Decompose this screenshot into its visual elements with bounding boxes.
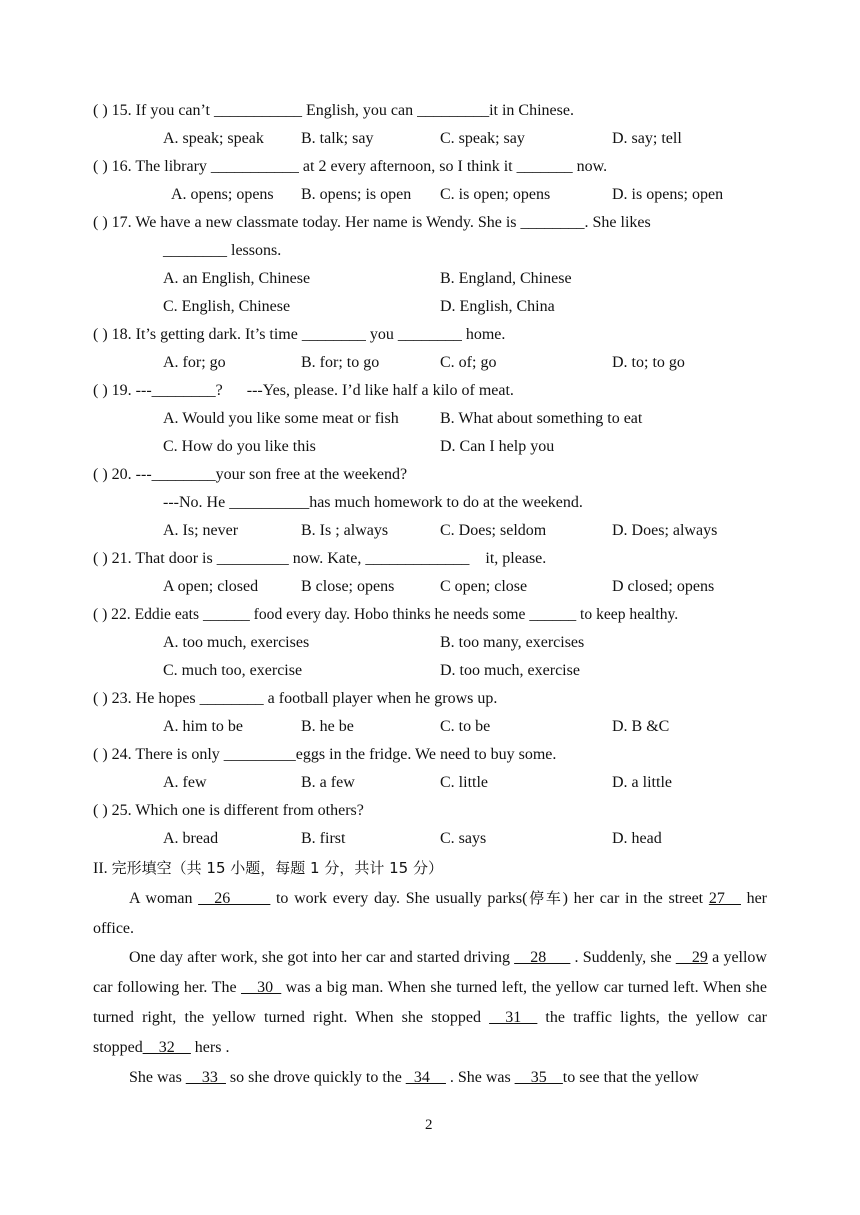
passage-paragraph-1: A woman __26_____ to work every day. She usually parks(停车) her car in the street 27__ her office. <box>93 889 767 937</box>
question-16-option-a: A. opens; opens <box>171 186 274 203</box>
question-18-option-b: B. for; to go <box>301 354 380 371</box>
question-25-stem: ( ) 25. Which one is different from others? <box>93 802 364 819</box>
blank-33: __33_ <box>185 1069 226 1086</box>
question-15-option-c: C. speak; say <box>440 130 525 147</box>
question-21-option-a: A open; closed <box>163 578 259 595</box>
question-25-option-b: B. first <box>301 830 346 847</box>
question-18-option-c: C. of; go <box>440 354 497 371</box>
question-19-option-a: A. Would you like some meat or fish <box>163 410 399 427</box>
question-17-option-b: B. England, Chinese <box>440 270 572 287</box>
page-number: 2 <box>425 1117 433 1133</box>
question-19-option-c: C. How do you like this <box>163 438 316 455</box>
question-21-stem: ( ) 21. That door is _________ now. Kate, _____________ it, please. <box>93 550 547 567</box>
question-21-option-d: D closed; opens <box>612 578 715 595</box>
question-23-option-d: D. B &C <box>612 718 670 735</box>
question-16-option-d: D. is opens; open <box>612 186 724 203</box>
question-20-option-d: D. Does; always <box>612 522 718 539</box>
blank-28: __28___ <box>514 949 571 966</box>
blank-34: _34__ <box>405 1069 446 1086</box>
question-19-stem: ( ) 19. ---________? ---Yes, please. I’d like half a kilo of meat. <box>93 382 514 399</box>
question-18-option-a: A. for; go <box>163 354 226 371</box>
question-25-option-d: D. head <box>612 830 662 847</box>
passage-paragraph-2: One day after work, she got into her car and started driving __28___ . Suddenly, she __29 a yellow car following her. The __30_ was a big man. When she turned left, the yellow car turned left. When she turned right, the yellow turned right. When she stopped __31__ the traffic lights, the yellow car stopped__32__ hers . <box>93 949 767 1056</box>
question-24-option-d: D. a little <box>612 774 672 791</box>
question-16-stem: ( ) 16. The library ___________ at 2 every afternoon, so I think it _______ now. <box>93 158 608 175</box>
question-20-option-a: A. Is; never <box>163 522 239 539</box>
blank-31: __31__ <box>489 1009 538 1026</box>
section-title: 完形填空（共 15 小题，每题 1 分，共计 15 分） <box>111 859 443 877</box>
blank-26: __26_____ <box>198 890 271 907</box>
question-24-option-c: C. little <box>440 774 488 791</box>
blank-29: __29 <box>675 949 708 966</box>
question-20-option-c: C. Does; seldom <box>440 522 547 539</box>
question-20-stem: ( ) 20. ---________your son free at the weekend? <box>93 466 408 483</box>
question-17-option-d: D. English, China <box>440 298 555 315</box>
question-18-option-d: D. to; to go <box>612 354 685 371</box>
question-20-option-b: B. Is ; always <box>301 522 389 539</box>
passage-paragraph-3: She was __33_ so she drove quickly to the _34__ . She was __35__to see that the yellow <box>129 1069 699 1086</box>
question-23-option-b: B. he be <box>301 718 354 735</box>
blank-32: __32__ <box>142 1039 191 1056</box>
question-17-option-c: C. English, Chinese <box>163 298 291 315</box>
question-17-stem-continued: ________ lessons. <box>163 242 282 259</box>
section-number: II. <box>93 860 108 877</box>
question-18-stem: ( ) 18. It’s getting dark. It’s time ________ you ________ home. <box>93 326 506 343</box>
question-24-option-a: A. few <box>163 774 207 791</box>
question-24-stem: ( ) 24. There is only _________eggs in the fridge. We need to buy some. <box>93 746 557 763</box>
question-15-option-a: A. speak; speak <box>163 130 264 147</box>
question-25-option-c: C. says <box>440 830 487 847</box>
question-22-option-a: A. too much, exercises <box>163 634 310 651</box>
question-19-option-b: B. What about something to eat <box>440 410 643 427</box>
question-24-option-b: B. a few <box>301 774 355 791</box>
question-15-option-d: D. say; tell <box>612 130 682 147</box>
blank-30: __30_ <box>241 979 282 996</box>
blank-27: 27__ <box>708 890 741 907</box>
question-17-stem: ( ) 17. We have a new classmate today. Her name is Wendy. She is ________. She likes <box>93 214 651 231</box>
question-25-option-a: A. bread <box>163 830 219 847</box>
question-23-option-c: C. to be <box>440 718 491 735</box>
question-16-option-b: B. opens; is open <box>301 186 412 203</box>
question-21-option-b: B close; opens <box>301 578 395 595</box>
question-17-option-a: A. an English, Chinese <box>163 270 311 287</box>
section-heading <box>93 858 443 879</box>
question-23-option-a: A. him to be <box>163 718 243 735</box>
question-22-option-b: B. too many, exercises <box>440 634 585 651</box>
question-16-option-c: C. is open; opens <box>440 186 551 203</box>
question-15-stem: ( ) 15. If you can’t ___________ English, you can _________it in Chinese. <box>93 102 574 119</box>
question-15-option-b: B. talk; say <box>301 130 374 147</box>
question-21-option-c: C open; close <box>440 578 528 595</box>
question-20-stem-continued: ---No. He __________has much homework to do at the weekend. <box>163 494 583 511</box>
question-22-option-c: C. much too, exercise <box>163 662 303 679</box>
question-23-stem: ( ) 23. He hopes ________ a football player when he grows up. <box>93 690 498 707</box>
question-22-stem: ( ) 22. Eddie eats ______ food every day. Hobo thinks he needs some ______ to keep healthy. <box>93 606 679 623</box>
question-22-option-d: D. too much, exercise <box>440 662 580 679</box>
question-19-option-d: D. Can I help you <box>440 438 555 455</box>
blank-35: __35__ <box>514 1069 563 1086</box>
